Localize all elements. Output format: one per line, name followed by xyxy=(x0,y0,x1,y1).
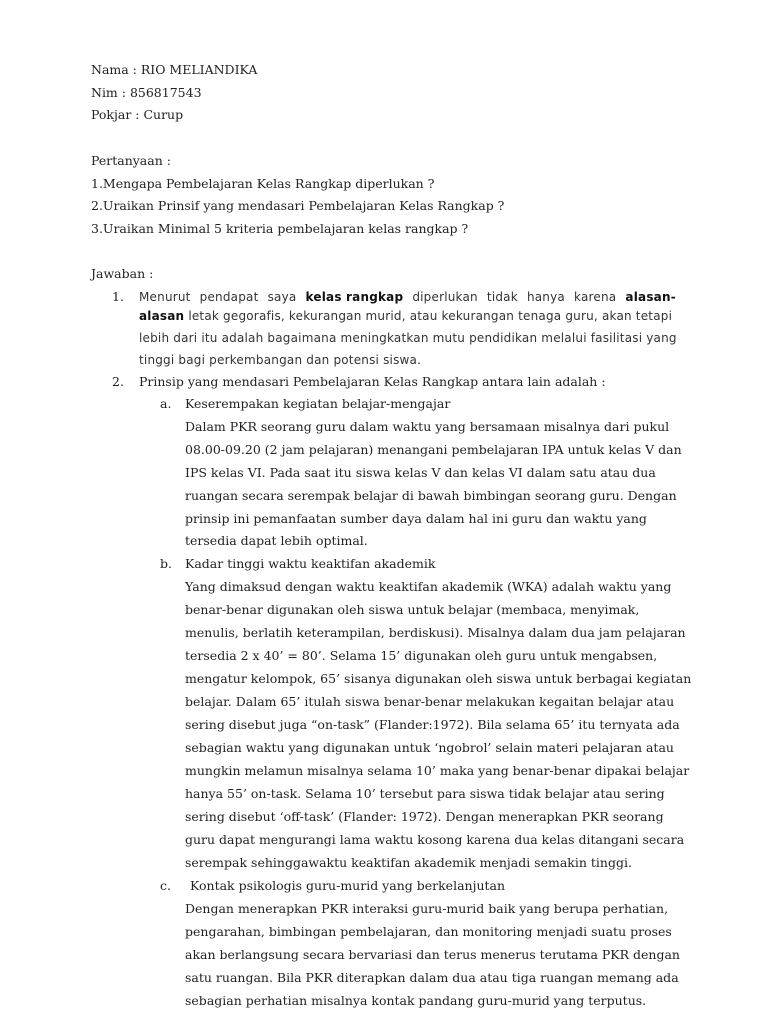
sub-c-line: Dengan menerapkan PKR interaksi guru-murid baik yang berupa perhatian, xyxy=(185,901,669,916)
sub-b-line: benar-benar digunakan oleh siswa untuk belajar (membaca, menyimak, xyxy=(185,602,640,617)
sub-b-line: mungkin melamun misalnya selama 10’ maka yang benar-benar dipakai belajar xyxy=(185,763,690,778)
sub-b-line: hanya 55’ on-task. Selama 10’ tersebut para siswa tidak belajar atau sering xyxy=(185,786,665,801)
sub-a-line xyxy=(185,419,676,435)
student-pokjar: Pokjar : Curup xyxy=(91,107,184,122)
sub-a-line: 08.00-09.20 (2 jam pelajaran) menangani pembelajaran IPA untuk kelas V dan xyxy=(185,442,682,457)
sub-a-line: prinsip ini pemanfaatan sumber daya dalam hal ini guru dan waktu yang xyxy=(185,511,647,526)
sub-b-line: menulis, berlatih keterampilan, berdiskusi). Misalnya dalam dua jam pelajaran xyxy=(185,625,686,640)
sub-a-line-text: Dalam PKR seorang guru dalam waktu yang bersamaan misalnya dari pukul xyxy=(185,419,670,434)
answer-1-word: tidak xyxy=(486,290,518,304)
student-name: Nama : RIO MELIANDIKA xyxy=(91,62,258,77)
answer-1-number: 1. xyxy=(112,289,124,304)
sub-c-line: sebagian perhatian misalnya kontak pandang guru-murid yang terputus. xyxy=(185,993,647,1008)
sub-c-line: akan berlangsung secara bervariasi dan terus menerus terutama PKR dengan xyxy=(185,947,680,962)
answer-1-line-2-text: letak gegorafis, kekurangan murid, atau kekurangan tenaga guru, akan tetapi xyxy=(188,309,673,323)
sub-b-letter: b. xyxy=(160,556,172,571)
answer-2-text: Prinsip yang mendasari Pembelajaran Kelas Rangkap antara lain adalah : xyxy=(139,374,606,389)
sub-c-title: Kontak psikologis guru-murid yang berkelanjutan xyxy=(190,878,506,893)
answers-heading: Jawaban : xyxy=(91,266,154,281)
sub-b-line: sering disebut juga “on-task” (Flander:1972). Bila selama 65’ itu ternyata ada xyxy=(185,717,680,732)
sub-b-line: Yang dimaksud dengan waktu keaktifan akademik (WKA) adalah waktu yang xyxy=(185,579,672,594)
sub-a-title: Keserempakan kegiatan belajar-mengajar xyxy=(185,396,451,411)
sub-a-line: ruangan secara serempak belajar di bawah bimbingan seorang guru. Dengan xyxy=(185,488,677,503)
sub-c-line: pengarahan, bimbingan pembelajaran, dan monitoring menjadi suatu proses xyxy=(185,924,672,939)
sub-b-line: guru dapat mengurangi lama waktu kosong karena dua kelas ditangani secara xyxy=(185,832,685,847)
question-1: 1.Mengapa Pembelajaran Kelas Rangkap diperlukan ? xyxy=(91,176,435,191)
answer-2-number: 2. xyxy=(112,374,124,389)
answer-1-word: diperlukan xyxy=(412,290,478,304)
sub-a-line: IPS kelas VI. Pada saat itu siswa kelas V dan kelas VI dalam satu atau dua xyxy=(185,465,656,480)
answer-1-bold-kelas-rangkap: kelas rangkap xyxy=(305,290,404,304)
answer-1-line-2 xyxy=(139,308,672,324)
answer-1-word: pendapat xyxy=(199,290,259,304)
sub-c-line: satu ruangan. Bila PKR diterapkan dalam dua atau tiga ruangan memang ada xyxy=(185,970,679,985)
sub-a-line: tersedia dapat lebih optimal. xyxy=(185,533,368,548)
answer-1-line-1 xyxy=(139,289,676,305)
sub-b-line: serempak sehinggawaktu keaktifan akademik menjadi semakin tinggi. xyxy=(185,855,632,870)
answer-1-line-3: lebih dari itu adalah bagaimana meningkatkan mutu pendidikan melalui fasilitasi yang xyxy=(139,331,677,345)
answer-1-bold-alasan-2: alasan xyxy=(139,309,185,323)
student-nim: Nim : 856817543 xyxy=(91,85,202,100)
sub-b-line: belajar. Dalam 65’ itulah siswa benar-benar melakukan kegaitan belajar atau xyxy=(185,694,675,709)
sub-b-line: sebagian waktu yang digunakan untuk ‘ngobrol’ selain materi pelajaran atau xyxy=(185,740,674,755)
answer-1-word: saya xyxy=(267,290,297,304)
answer-1-word: Menurut xyxy=(139,290,191,304)
sub-b-line: sering disebut ‘off-task’ (Flander: 1972). Dengan menerapkan PKR seorang xyxy=(185,809,664,824)
sub-b-line: tersedia 2 x 40’ = 80’. Selama 15’ digunakan oleh guru untuk mengabsen, xyxy=(185,648,658,663)
sub-b-title: Kadar tinggi waktu keaktifan akademik xyxy=(185,556,436,571)
questions-heading: Pertanyaan : xyxy=(91,153,171,168)
answer-1-word: hanya xyxy=(526,290,565,304)
sub-b-line: mengatur kelompok, 65’ sisanya digunakan oleh siswa untuk berbagai kegiatan xyxy=(185,671,692,686)
answer-1-line-4: tinggi bagi perkembangan dan potensi siswa. xyxy=(139,353,422,367)
question-2: 2.Uraikan Prinsif yang mendasari Pembelajaran Kelas Rangkap ? xyxy=(91,198,505,213)
sub-c-letter: c. xyxy=(160,878,171,893)
answer-1-bold-alasan: alasan- xyxy=(625,290,676,304)
answer-1-word: karena xyxy=(574,290,617,304)
sub-a-letter: a. xyxy=(160,396,172,411)
question-3: 3.Uraikan Minimal 5 kriteria pembelajaran kelas rangkap ? xyxy=(91,221,469,236)
